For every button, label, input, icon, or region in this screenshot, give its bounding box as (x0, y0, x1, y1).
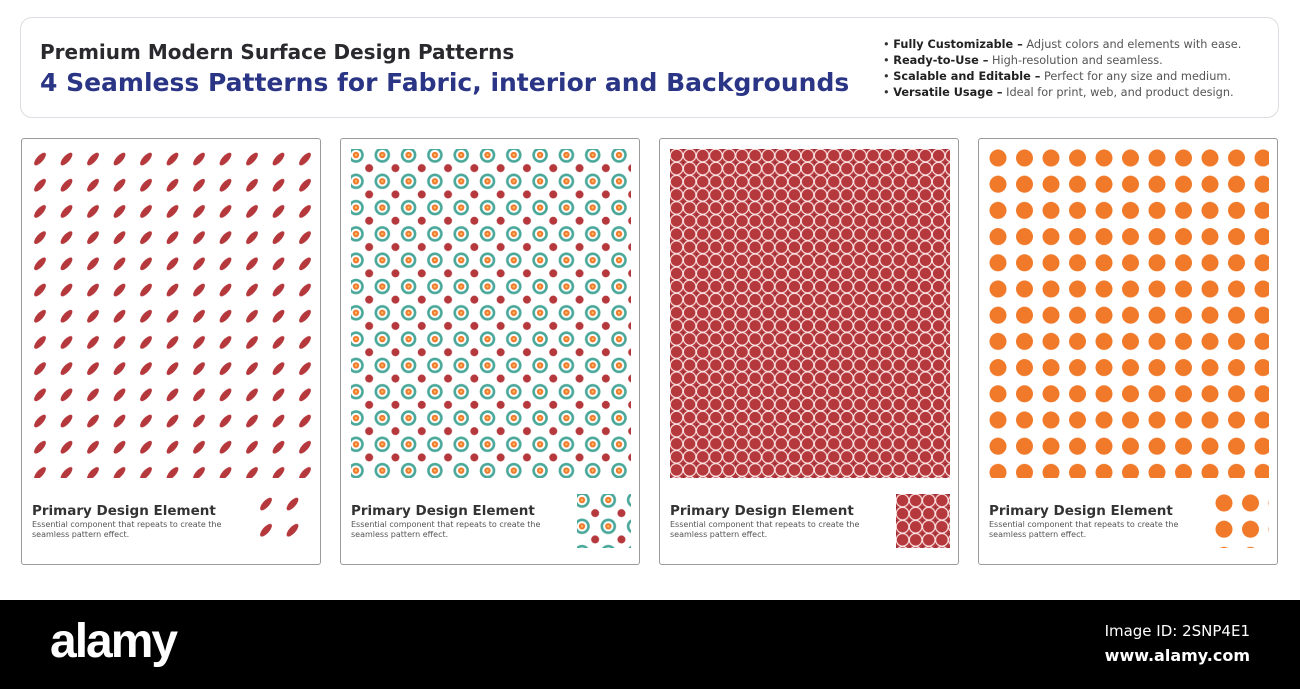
card-title: Primary Design Element (989, 503, 1173, 519)
pattern-card-orange-dots (978, 138, 1278, 565)
teal-flowers-pattern (351, 149, 631, 478)
pattern-card-teal-flowers (340, 138, 640, 565)
orange-dots-pattern (989, 149, 1269, 478)
red-lattice-pattern (670, 149, 950, 478)
element-swatch (577, 494, 631, 548)
feature-list (883, 37, 1241, 101)
alamy-logo: alamy (50, 615, 177, 668)
pattern-card-red-leaves (21, 138, 321, 565)
watermark-footer (0, 600, 1300, 689)
card-title: Primary Design Element (670, 503, 854, 519)
card-description: Essential component that repeats to create the seamless pattern effect. (351, 520, 541, 539)
feature-item: • Ready-to-Use – High-resolution and seamless. (883, 53, 1241, 69)
feature-item: • Scalable and Editable – Perfect for any size and medium. (883, 69, 1241, 85)
pattern-card-red-lattice (659, 138, 959, 565)
card-title: Primary Design Element (32, 503, 216, 519)
page-subtitle: 4 Seamless Patterns for Fabric, interior and Backgrounds (40, 68, 850, 97)
image-id: Image ID: 2SNP4E1 (1104, 622, 1250, 640)
card-title: Primary Design Element (351, 503, 535, 519)
page-title: Premium Modern Surface Design Patterns (40, 40, 515, 64)
element-swatch (896, 494, 950, 548)
site-url: www.alamy.com (1104, 646, 1250, 665)
red-leaves-pattern (32, 149, 312, 478)
header-panel (20, 17, 1279, 118)
card-description: Essential component that repeats to create the seamless pattern effect. (32, 520, 222, 539)
element-swatch (1215, 494, 1269, 548)
card-description: Essential component that repeats to create the seamless pattern effect. (670, 520, 860, 539)
card-description: Essential component that repeats to create the seamless pattern effect. (989, 520, 1179, 539)
feature-item: • Versatile Usage – Ideal for print, web, and product design. (883, 85, 1241, 101)
element-swatch (258, 494, 312, 548)
feature-item: • Fully Customizable – Adjust colors and elements with ease. (883, 37, 1241, 53)
